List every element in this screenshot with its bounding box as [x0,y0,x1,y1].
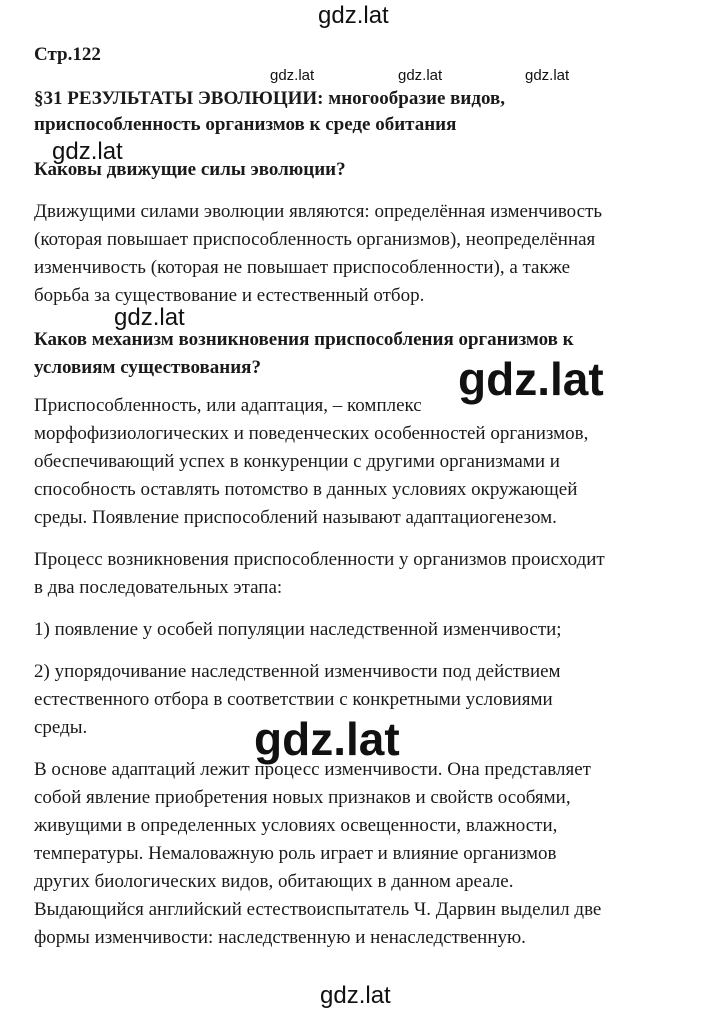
paragraph-line: естественного отбора в соответствии с конкретными условиями [34,689,553,710]
page-label: Стр.122 [34,44,101,65]
paragraph-line: среды. Появление приспособлений называют адаптациогенезом. [34,507,557,528]
watermark-text: gdz.lat [254,713,400,765]
question-line: Каков механизм возникновения приспособления организмов к [34,329,574,350]
watermark-text: gdz.lat [270,67,315,84]
paragraph-line: морфофизиологических и поведенческих особенностей организмов, [34,423,589,444]
process-intro [34,546,605,602]
answer-paragraph [34,756,601,952]
paragraph-line: обеспечивающий успех в конкуренции с другими организмами и [34,451,560,472]
watermark-text: gdz.lat [114,304,185,331]
question-heading: Каковы движущие силы эволюции? [34,159,346,180]
step-item: 1) появление у особей популяции наследственной изменчивости; [34,619,562,640]
question-line: условиям существования? [34,357,261,378]
section-title [34,86,505,138]
paragraph-line: среды. [34,717,88,738]
paragraph-line: Движущими силами эволюции являются: определённая изменчивость [34,201,603,222]
paragraph-line: В основе адаптаций лежит процесс изменчивости. Она представляет [34,759,591,780]
watermark-text: gdz.lat [525,67,570,84]
paragraph-line: (которая повышает приспособленность организмов), неопределённая [34,229,596,250]
answer-paragraph [34,392,588,532]
watermark-text: gdz.lat [398,67,443,84]
paragraph-line: собой явление приобретения новых признаков и свойств особями, [34,787,571,808]
section-title-line: приспособленность организмов к среде обитания [34,114,457,135]
paragraph-line: живущими в определенных условиях освещенности, влажности, [34,815,558,836]
watermark-text: gdz.lat [52,138,123,165]
paragraph-line: Приспособленность, или адаптация, – комплекс [34,395,422,416]
paragraph-line: температуры. Немаловажную роль играет и влияние организмов [34,843,557,864]
paragraph-line: Процесс возникновения приспособленности у организмов происходит [34,549,605,570]
paragraph-line: в два последовательных этапа: [34,577,283,598]
watermark-text: gdz.lat [458,353,604,405]
paragraph-line: других биологических видов, обитающих в данном ареале. [34,871,514,892]
answer-paragraph [34,198,602,310]
watermark-text: gdz.lat [318,2,389,29]
paragraph-line: изменчивость (которая не повышает приспособленности), а также [34,257,571,278]
paragraph-line: борьба за существование и естественный отбор. [34,285,425,306]
paragraph-line: Выдающийся английский естествоиспытатель Ч. Дарвин выделил две [34,899,602,920]
watermark-text: gdz.lat [320,982,391,1009]
paragraph-line: 2) упорядочивание наследственной изменчивости под действием [34,661,561,682]
paragraph-line: способность оставлять потомство в данных условиях окружающей [34,479,578,500]
section-title-line: §31 РЕЗУЛЬТАТЫ ЭВОЛЮЦИИ: многообразие видов, [34,88,505,109]
paragraph-line: формы изменчивости: наследственную и ненаследственную. [34,927,526,948]
